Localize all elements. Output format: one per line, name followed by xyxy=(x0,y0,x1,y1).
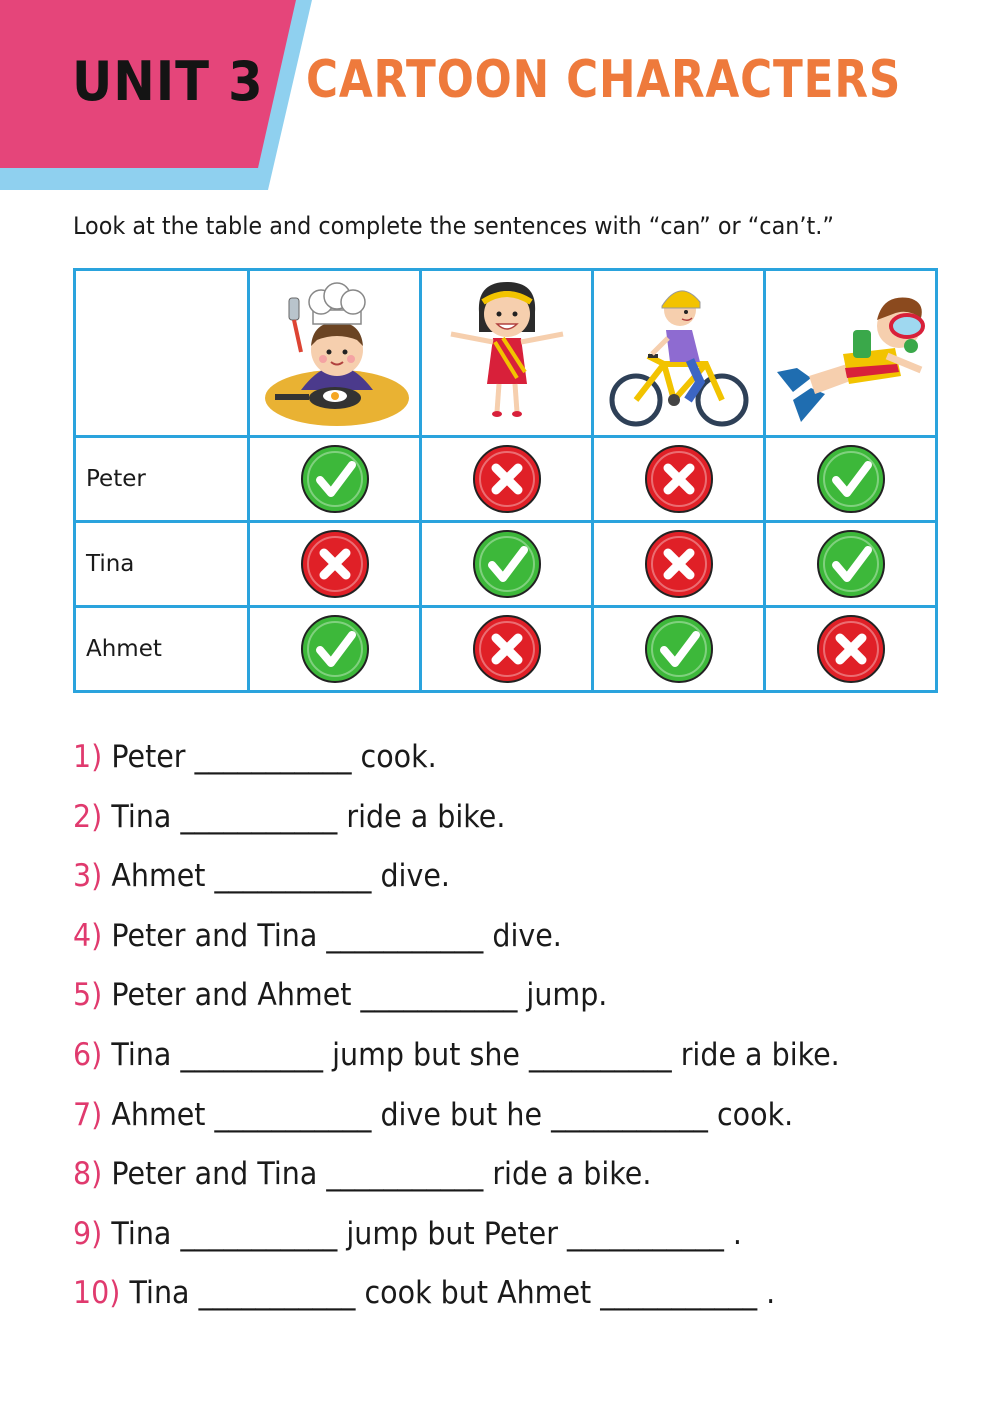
activity-cell-cook xyxy=(249,270,421,437)
mark-cell xyxy=(593,607,765,692)
check-icon xyxy=(644,614,714,684)
sentence-text: Tina __________ jump but she __________ ride a bike. xyxy=(111,1036,840,1073)
sentence-item xyxy=(73,970,840,1030)
sentence-item xyxy=(73,911,840,971)
table-header-row xyxy=(75,270,937,437)
boy-diving-icon xyxy=(771,272,931,430)
mark-cell xyxy=(765,437,937,522)
check-icon xyxy=(816,444,886,514)
jumping-girl-icon xyxy=(437,272,577,430)
mark-cell xyxy=(421,437,593,522)
sentence-text: Tina ___________ cook but Ahmet ___________ . xyxy=(129,1275,776,1312)
boy-riding-bike-icon xyxy=(604,272,754,430)
sentence-number: 6) xyxy=(73,1036,103,1073)
cross-icon xyxy=(472,444,542,514)
cross-icon xyxy=(644,444,714,514)
sentence-number: 8) xyxy=(73,1156,103,1193)
cooking-girl-icon xyxy=(255,272,415,430)
table-row xyxy=(75,437,937,522)
sentence-list xyxy=(73,732,906,1328)
cross-icon xyxy=(644,529,714,599)
mark-cell xyxy=(249,522,421,607)
sentence-text: Ahmet ___________ dive. xyxy=(111,858,450,895)
row-name: Ahmet xyxy=(75,607,249,692)
sentence-number: 10) xyxy=(73,1275,121,1312)
sentence-item xyxy=(73,1090,840,1150)
sentence-number: 7) xyxy=(73,1096,103,1133)
sentence-text: Tina ___________ ride a bike. xyxy=(111,798,506,835)
mark-cell xyxy=(593,522,765,607)
sentence-number: 9) xyxy=(73,1215,103,1252)
empty-corner-cell xyxy=(75,270,249,437)
sentence-text: Ahmet ___________ dive but he ___________ cook. xyxy=(111,1096,794,1133)
row-name: Peter xyxy=(75,437,249,522)
activity-cell-bike xyxy=(593,270,765,437)
mark-cell xyxy=(765,522,937,607)
header-banner xyxy=(0,0,1000,200)
cross-icon xyxy=(300,529,370,599)
table-row xyxy=(75,607,937,692)
activity-cell-jump xyxy=(421,270,593,437)
sentence-item xyxy=(73,1268,840,1328)
sentence-item xyxy=(73,1209,840,1269)
instruction-text: Look at the table and complete the sentences with “can” or “can’t.” xyxy=(73,212,834,240)
sentence-number: 4) xyxy=(73,917,103,954)
mark-cell xyxy=(421,607,593,692)
row-name: Tina xyxy=(75,522,249,607)
sentence-text: Tina ___________ jump but Peter ___________ . xyxy=(111,1215,742,1252)
table-row xyxy=(75,522,937,607)
sentence-number: 3) xyxy=(73,858,103,895)
mark-cell xyxy=(249,607,421,692)
check-icon xyxy=(300,614,370,684)
sentence-item xyxy=(73,1030,840,1090)
check-icon xyxy=(816,529,886,599)
mark-cell xyxy=(249,437,421,522)
sentence-item xyxy=(73,1149,840,1209)
check-icon xyxy=(472,529,542,599)
sentence-text: Peter and Tina ___________ ride a bike. xyxy=(111,1156,652,1193)
sentence-item xyxy=(73,792,840,852)
sentence-text: Peter ___________ cook. xyxy=(111,739,437,775)
sentence-number: 2) xyxy=(73,798,103,835)
mark-cell xyxy=(421,522,593,607)
cross-icon xyxy=(816,614,886,684)
ability-table xyxy=(73,268,938,693)
sentence-item xyxy=(73,851,840,911)
sentence-text: Peter and Ahmet ___________ jump. xyxy=(111,977,608,1014)
sentence-text: Peter and Tina ___________ dive. xyxy=(111,917,562,954)
sentence-item xyxy=(73,732,840,792)
page-title: CARTOON CHARACTERS xyxy=(306,50,902,110)
sentence-number: 5) xyxy=(73,977,103,1014)
cross-icon xyxy=(472,614,542,684)
check-icon xyxy=(300,444,370,514)
unit-label: UNIT 3 xyxy=(72,50,264,113)
sentence-number: 1) xyxy=(73,739,103,775)
mark-cell xyxy=(765,607,937,692)
activity-cell-dive xyxy=(765,270,937,437)
mark-cell xyxy=(593,437,765,522)
